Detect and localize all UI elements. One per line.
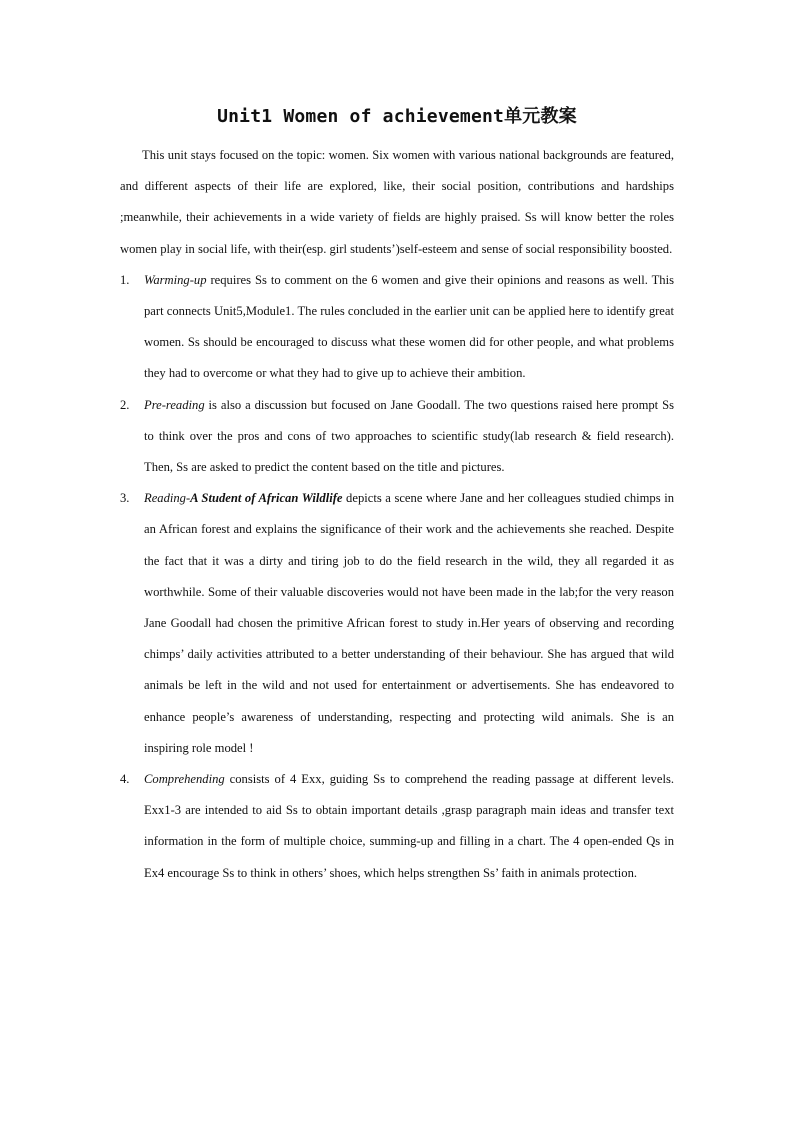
list-item — [120, 764, 674, 889]
list-item — [120, 483, 674, 764]
intro-paragraph: This unit stays focused on the topic: women. Six women with various national backgrounds are featured, and different aspects of their life are explored, like, their social position, contributions and hardships ;meanwhile, their achievements in a wide variety of fields are highly praised. Ss will know better the roles women play in social life, with their(esp. girl students’)self-esteem and sense of social responsibility boosted. — [120, 148, 674, 256]
section-list — [120, 265, 674, 889]
section-heading: Warming-up — [144, 272, 207, 287]
list-item-text: consists of 4 Exx, guiding Ss to comprehend the reading passage at different levels. Exx1-3 are intended to aid Ss to obtain important details ,grasp paragraph main ideas and transfer text information in the form of multiple choice, summing-up and filling in a chart. The 4 open-ended Qs in Ex4 encourage Ss to think in others’ shoes, which helps strengthen Ss’ faith in animals protection. — [144, 772, 674, 880]
reading-passage-title: A Student of African Wildlife — [190, 491, 343, 506]
document-body — [120, 140, 674, 889]
list-item-text: requires Ss to comment on the 6 women and give their opinions and reasons as well. This part connects Unit5,Module1. The rules concluded in the earlier unit can be applied here to identify great women. Ss should be encouraged to discuss what these women did for other people, and what problems they had to overcome or what they had to give up to achieve their ambition. — [144, 272, 674, 381]
list-item-text: is also a discussion but focused on Jane Goodall. The two questions raised here prompt Ss to think over the pros and cons of two approaches to scientific study(lab research & field research). Then, Ss are asked to predict the content based on the title and pictures. — [144, 397, 674, 475]
document-title: Unit1 Women of achievement单元教案 — [217, 106, 577, 127]
list-item-number: 2. — [120, 397, 130, 412]
list-item — [120, 390, 674, 484]
section-heading: Pre-reading — [144, 397, 205, 412]
section-heading: Reading- — [144, 491, 191, 506]
section-heading: Comprehending — [144, 772, 225, 787]
list-item-number: 1. — [120, 272, 130, 287]
list-item-number: 4. — [120, 772, 130, 787]
list-item — [120, 265, 674, 390]
list-item-number: 3. — [120, 491, 130, 506]
list-item-text: depicts a scene where Jane and her colleagues studied chimps in an African forest and explains the significance of their work and the achievements she reached. Despite the fact that it was a dirty and tiring job to do the field research in the wild, they all regarded it as worthwhile. Some of their valuable discoveries would not have been made in the lab;for the very reason Jane Goodall had chosen the primitive African forest to study in.Her years of observing and recording chimps’ daily activities attributed to a better understanding of their behaviour. She has argued that wild animals be left in the wild and not used for entertainment or advertisements. She has endeavored to enhance people’s awareness of understanding, respecting and protecting wild animals. She is an inspiring role model ! — [144, 491, 674, 755]
